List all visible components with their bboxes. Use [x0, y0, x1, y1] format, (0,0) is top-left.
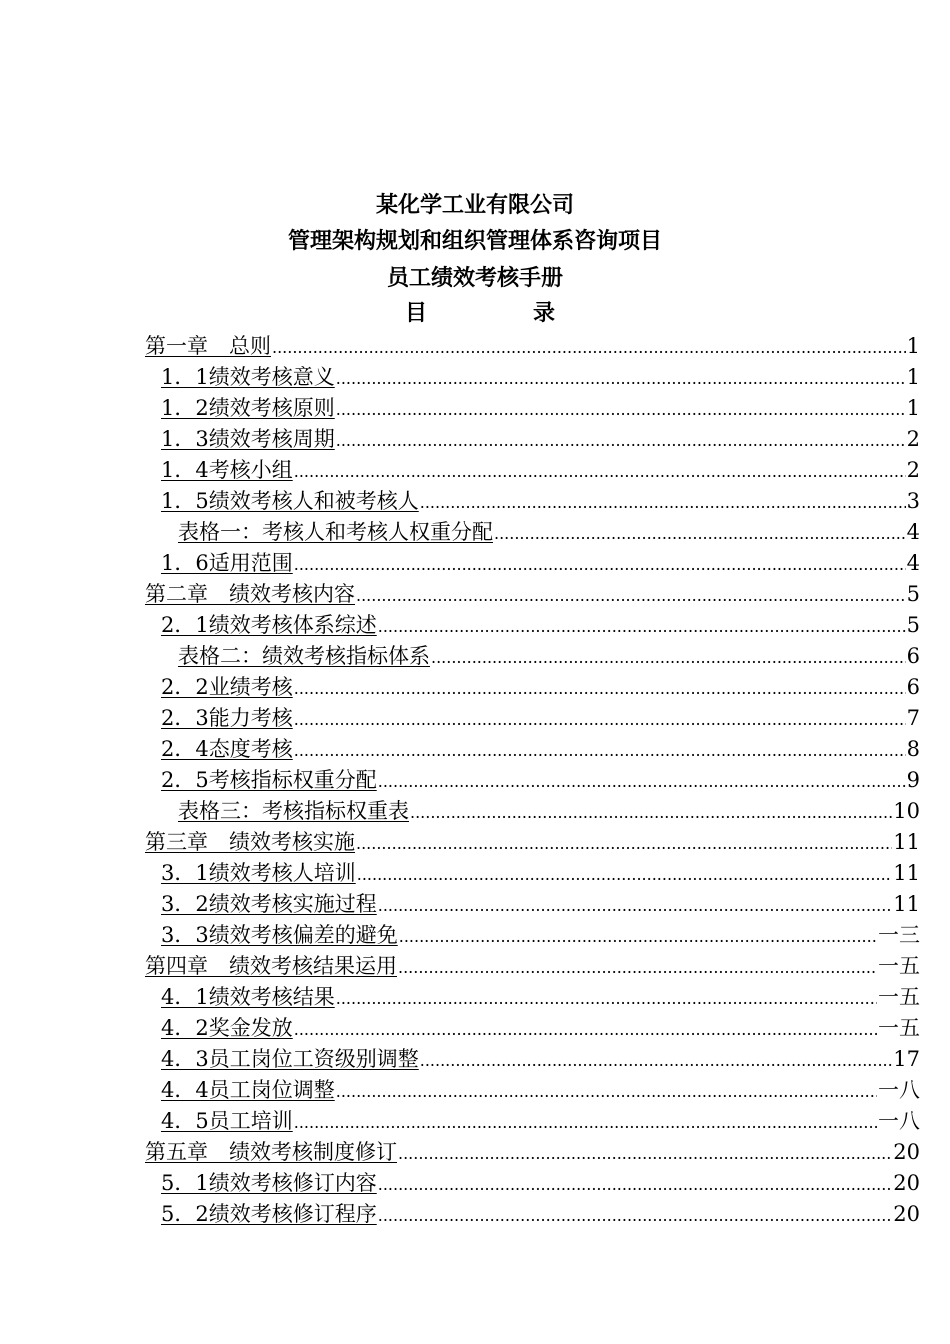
toc-leader-dots — [336, 398, 906, 422]
toc-entry[interactable] — [161, 391, 920, 422]
toc-entry[interactable] — [161, 1104, 920, 1135]
toc-leader-dots — [356, 584, 906, 608]
toc-entry-page: 3 — [906, 489, 920, 513]
toc-entry-label[interactable]: 1．4考核小组 — [161, 458, 293, 482]
toc-entry-label[interactable]: 1．1绩效考核意义 — [161, 365, 335, 389]
toc-entry[interactable] — [161, 763, 920, 794]
toc-leader-dots — [272, 336, 906, 360]
toc-entry-label[interactable]: 2．4态度考核 — [161, 737, 293, 761]
toc-entry-page: 5 — [906, 582, 920, 606]
toc-leader-dots — [378, 615, 906, 639]
toc-entry-page: 2 — [906, 427, 920, 451]
toc-leader-dots — [294, 460, 906, 484]
toc-entry-page: 4 — [906, 551, 920, 575]
toc-leader-dots — [294, 1018, 877, 1042]
project-title: 管理架构规划和组织管理体系咨询项目 — [287, 229, 662, 254]
toc-entry-label[interactable]: 2．2业绩考核 — [161, 675, 293, 699]
toc-leader-dots — [294, 739, 906, 763]
toc-leader-dots — [336, 429, 906, 453]
toc-entry[interactable] — [161, 546, 920, 577]
toc-entry-page: 20 — [893, 1140, 920, 1164]
toc-entry-label[interactable]: 4．4员工岗位调整 — [161, 1078, 335, 1102]
toc-entry[interactable] — [161, 887, 920, 918]
toc-heading-char-1: 目 — [405, 301, 428, 326]
toc-entry[interactable] — [161, 670, 920, 701]
toc-entry-page: 2 — [906, 458, 920, 482]
toc-leader-dots — [336, 1080, 877, 1104]
company-name: 某化学工业有限公司 — [375, 193, 574, 218]
toc-entry-label[interactable]: 4．3员工岗位工资级别调整 — [161, 1047, 419, 1071]
toc-leader-dots — [399, 925, 877, 949]
toc-entry-page: 11 — [893, 861, 920, 885]
toc-entry-page: 20 — [893, 1171, 920, 1195]
toc-entry-label[interactable]: 第四章 绩效考核结果运用 — [145, 954, 397, 978]
toc-entry-label[interactable]: 1．6适用范围 — [161, 551, 293, 575]
toc-entry-page: 1 — [906, 396, 920, 420]
toc-leader-dots — [431, 646, 906, 670]
toc-entry-label[interactable]: 2．3能力考核 — [161, 706, 293, 730]
toc-entry[interactable] — [178, 515, 920, 546]
toc-entry[interactable] — [145, 577, 920, 608]
toc-entry[interactable] — [161, 422, 920, 453]
toc-leader-dots — [378, 894, 893, 918]
toc-entry-label[interactable]: 4．1绩效考核结果 — [161, 985, 335, 1009]
toc-entry[interactable] — [145, 1135, 920, 1166]
toc-leader-dots — [294, 1111, 877, 1135]
toc-entry-label[interactable]: 第二章 绩效考核内容 — [145, 582, 355, 606]
toc-entry-label[interactable]: 5．2绩效考核修订程序 — [161, 1202, 377, 1226]
toc-leader-dots — [398, 1142, 892, 1166]
toc-entry-page: 一五 — [878, 985, 920, 1009]
toc-entry-page: 一五 — [878, 954, 920, 978]
toc-entry-label[interactable]: 表格二：绩效考核指标体系 — [178, 644, 430, 668]
toc-entry[interactable] — [161, 1011, 920, 1042]
toc-leader-dots — [420, 491, 906, 515]
toc-leader-dots — [420, 1049, 893, 1073]
toc-leader-dots — [410, 801, 892, 825]
toc-entry-page: 5 — [906, 613, 920, 637]
toc-leader-dots — [336, 367, 906, 391]
toc-heading-char-2: 录 — [532, 301, 555, 326]
toc-entry[interactable] — [161, 856, 920, 887]
toc-entry-page: 一八 — [878, 1109, 920, 1133]
toc-entry-label[interactable]: 第三章 绩效考核实施 — [145, 830, 355, 854]
toc-leader-dots — [378, 770, 906, 794]
toc-entry-page: 6 — [906, 675, 920, 699]
toc-entry[interactable] — [161, 1073, 920, 1104]
toc-leader-dots — [378, 1173, 893, 1197]
toc-leader-dots — [398, 956, 877, 980]
toc-entry-page: 17 — [893, 1047, 920, 1071]
toc-entry-label[interactable]: 表格一：考核人和考核人权重分配 — [178, 520, 493, 544]
toc-entry[interactable] — [178, 794, 920, 825]
toc-entry[interactable] — [161, 1166, 920, 1197]
toc-entry-label[interactable]: 2．5考核指标权重分配 — [161, 768, 377, 792]
toc-entry[interactable] — [161, 701, 920, 732]
toc-entry[interactable] — [145, 949, 920, 980]
toc-entry-label[interactable]: 2．1绩效考核体系综述 — [161, 613, 377, 637]
toc-entry-label[interactable]: 4．5员工培训 — [161, 1109, 293, 1133]
toc-entry-label[interactable]: 第五章 绩效考核制度修订 — [145, 1140, 397, 1164]
toc-entry[interactable] — [161, 453, 920, 484]
toc-entry[interactable] — [161, 1197, 920, 1228]
toc-entry[interactable] — [161, 732, 920, 763]
toc-entry-label[interactable]: 5．1绩效考核修订内容 — [161, 1171, 377, 1195]
toc-entry-page: 一八 — [878, 1078, 920, 1102]
manual-title: 员工绩效考核手册 — [386, 266, 563, 291]
toc-entry-label[interactable]: 1．3绩效考核周期 — [161, 427, 335, 451]
toc-entry-page: 7 — [906, 706, 920, 730]
toc-leader-dots — [294, 708, 906, 732]
toc-entry-page: 20 — [893, 1202, 920, 1226]
toc-entry-label[interactable]: 1．2绩效考核原则 — [161, 396, 335, 420]
toc-entry-label[interactable]: 3．2绩效考核实施过程 — [161, 892, 377, 916]
toc-entry[interactable] — [161, 360, 920, 391]
toc-entry[interactable] — [145, 329, 920, 360]
toc-entry-page: 一三 — [878, 923, 920, 947]
toc-entry-page: 10 — [893, 799, 920, 823]
toc-entry-page: 一五 — [878, 1016, 920, 1040]
toc-entry-page: 11 — [893, 892, 920, 916]
toc-entry-page: 1 — [906, 334, 920, 358]
toc-entry[interactable] — [161, 980, 920, 1011]
toc-entry-label[interactable]: 表格三：考核指标权重表 — [178, 799, 409, 823]
toc-entry-label[interactable]: 第一章 总则 — [145, 334, 271, 358]
toc-heading — [405, 298, 555, 330]
toc-leader-dots — [294, 677, 906, 701]
toc-leader-dots — [336, 987, 877, 1011]
toc-entry-label[interactable]: 1．5绩效考核人和被考核人 — [161, 489, 419, 513]
toc-entry[interactable] — [145, 825, 920, 856]
toc-entry-page: 6 — [906, 644, 920, 668]
toc-entry[interactable] — [161, 608, 920, 639]
toc-entry-label[interactable]: 4．2奖金发放 — [161, 1016, 293, 1040]
toc-entry-page: 11 — [893, 830, 920, 854]
toc-entry[interactable] — [161, 918, 920, 949]
toc-entry[interactable] — [178, 639, 920, 670]
toc-leader-dots — [356, 832, 892, 856]
toc-entry[interactable] — [161, 484, 920, 515]
toc-leader-dots — [494, 522, 906, 546]
toc-leader-dots — [357, 863, 893, 887]
toc-leader-dots — [378, 1204, 893, 1228]
toc-entry-page: 8 — [906, 737, 920, 761]
toc-entry-page: 9 — [906, 768, 920, 792]
toc-entry-page: 1 — [906, 365, 920, 389]
toc-entry-page: 4 — [906, 520, 920, 544]
toc-entry-label[interactable]: 3．1绩效考核人培训 — [161, 861, 356, 885]
toc-entry[interactable] — [161, 1042, 920, 1073]
toc-entry-label[interactable]: 3．3绩效考核偏差的避免 — [161, 923, 398, 947]
toc-leader-dots — [294, 553, 906, 577]
